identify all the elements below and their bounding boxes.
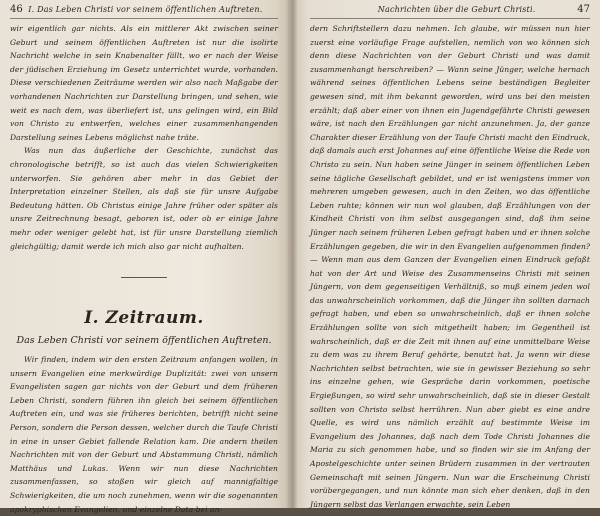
paragraph: wir eigentlich gar nichts. Als ein mittlerer Akt zwischen seiner Geburt und seinem öffentlichen Auftreten ist nur die isolirte Nachricht welche in sein Knabenalter fällt, wo er nach der Weise der jüdischen Erziehung im Gesetz unterrichtet wurde, vorhanden. Diese verschiedenen Zeiträume werden wir also nach Maßgabe der vorhandenen Nachrichten zur Darstellung bringen, und sehen, wie weit es nach dem, was überliefert ist, uns gelingen wird, ein Bild von Christo zu entwerfen, welches einer zusammenhangenden Darstellung seines Lebens möglichst nahe träte. [10, 24, 278, 142]
left-running-head [10, 4, 278, 19]
paragraph: Wir finden, indem wir den ersten Zeitraum anfangen wollen, in unsern Evangelien eine merkwürdige Duplizität: zwei von unsern Evangelisten sagen gar nichts von der Geburt und dem früheren Leben Christi, sondern führen ihn gleich bei seinem öffentlichen Auftreten ein, und was sie früheres berichten, betrifft nicht seine Person, sondern die Person dessen, welcher durch die Taufe Christi in eine in unser Gebiet fallende Relation kam. Die andern theilen Nachrichten mit von der Geburt und Abstammung Christi, nämlich Matthäus und Lukas. Wenn wir nun diese Nachrichten zusammenfassen, so stoßen wir gleich auf mannigfaltige Schwierigkeiten, die um noch zunehmen, wenn wir die sogenannten apokryphischen Evangelien, und einzelne Data bei an- [10, 355, 278, 514]
right-page-number: 47 [577, 4, 590, 15]
paragraph: dern Schriftstellern dazu nehmen. Ich glaube, wir müssen nun hier zuerst eine vorläufige Frage aufstellen, nemlich von wo können sich denn diese Nachrichten von der Geburt Christi und was damit zusammenhangt herschreiben? — Wann seine Jünger, welche hernach während seines öffentlichen Lebens seine beständigen Begleiter gewesen sind, mit ihm bekannt geworden, wird uns bei den meisten erzählt; daß aber einer von ihnen ein Jugendgefährte Christi gewesen wäre, ist nach den Erzählungen gar nicht anzunehmen. Ja, der ganze Charakter dieser Erzählung von der Taufe Christi macht den Eindruck, daß damals auch erst Johannes auf eine öffentliche Weise die Rede von Christo zu sein. Nun haben seine Jünger in seinem öffentlichen Leben seine tägliche Gesellschaft gebildet, und er ist wenigstens immer von mehreren umgeben gewesen, auch in den Zeiten, wo das öffentliche Leben ruhte; können wir nun wol glauben, daß Erzählungen von der Kindheit Christi von ihm selbst ausgegangen sind, daß ihm seine Jünger nach seinem früheren Leben gefragt haben und er ihnen solche Erzählungen gegeben, die wir in den Evangelien aufgenommen finden? — Wenn man aus dem Ganzen der Evangelien einen Eindruck gefaßt hat von der Art und Weise des Zusammenseins Christi mit seinen Jüngern, von dem gegenseitigen Verhältniß, so muß einem jeden wol das unwahrscheinlich vorkommen, daß die Jünger ihn sollten darnach gefragt haben, und eben so unwahrscheinlich, daß er ihnen solche Erzählungen sollte von sich mitgetheilt haben; im Gegentheil ist wahrscheinlich, daß er die Zeit mit ihnen auf eine unmittelbare Weise zu dem was zu ihrem Beruf gehörte, benutzt hat. Ja wenn wir diese Nachrichten selbst betrachten, wie sie in gewisser Beziehung so sehr ins einzelne gehen, wie Gespräche darin vorkommen, poetische Ergießungen, so wird sehr unwahrscheinlich, daß sie in dieser Gestalt sollten von Christo selbst herrühren. Nun aber giebt es eine andre Quelle, es wird uns nämlich erzählt auf bestimmte Weise im Evangelium des Johannes, daß nach dem Tode Christi Johannes die Maria zu sich genommen habe, und so finden wir sie im Anfang der Apostelgeschichte unter seinen Brüdern zusammen in der vertrauten Gemeinschaft mit seinen Jüngern. Nun war die Erscheinung Christi vorübergegangen, und nun könnte man sich eher denken, daß in den Jüngern selbst das Verlangen erwachte, sein Leben [310, 24, 590, 509]
left-text-bottom [10, 353, 278, 516]
right-running-head [310, 4, 590, 19]
left-text-top [10, 22, 278, 253]
section-divider [121, 277, 167, 278]
left-running-title: I. Das Leben Christi vor seinem öffentlichen Auftreten. [28, 5, 263, 14]
right-page [290, 0, 600, 508]
right-running-title: Nachrichten über die Geburt Christi. [377, 5, 536, 14]
left-page [0, 0, 290, 514]
paragraph: Was nun das äußerliche der Geschichte, zunächst das chronologische betrifft, so ist auch das vielen Schwierigkeiten unterworfen. Sie gehören aber mehr in das Gebiet der Interpretation einzelner Stellen, als daß sie für unsre Aufgabe Bedeutung hätten. Ob Christus einige Jahre früher oder später als unsre Zeitrechnung besagt, geboren ist, oder ob er einige Jahre mehr oder weniger gelebt hat, ist für unsre Darstellung ziemlich gleichgültig; damit werde ich mich also gar nicht aufhalten. [10, 146, 278, 251]
right-text [310, 22, 590, 511]
chapter-heading: I. Zeitraum. [84, 308, 204, 329]
chapter-subtitle: Das Leben Christi vor seinem öffentlichen Auftreten. [16, 335, 272, 347]
left-page-number: 46 [10, 4, 23, 15]
